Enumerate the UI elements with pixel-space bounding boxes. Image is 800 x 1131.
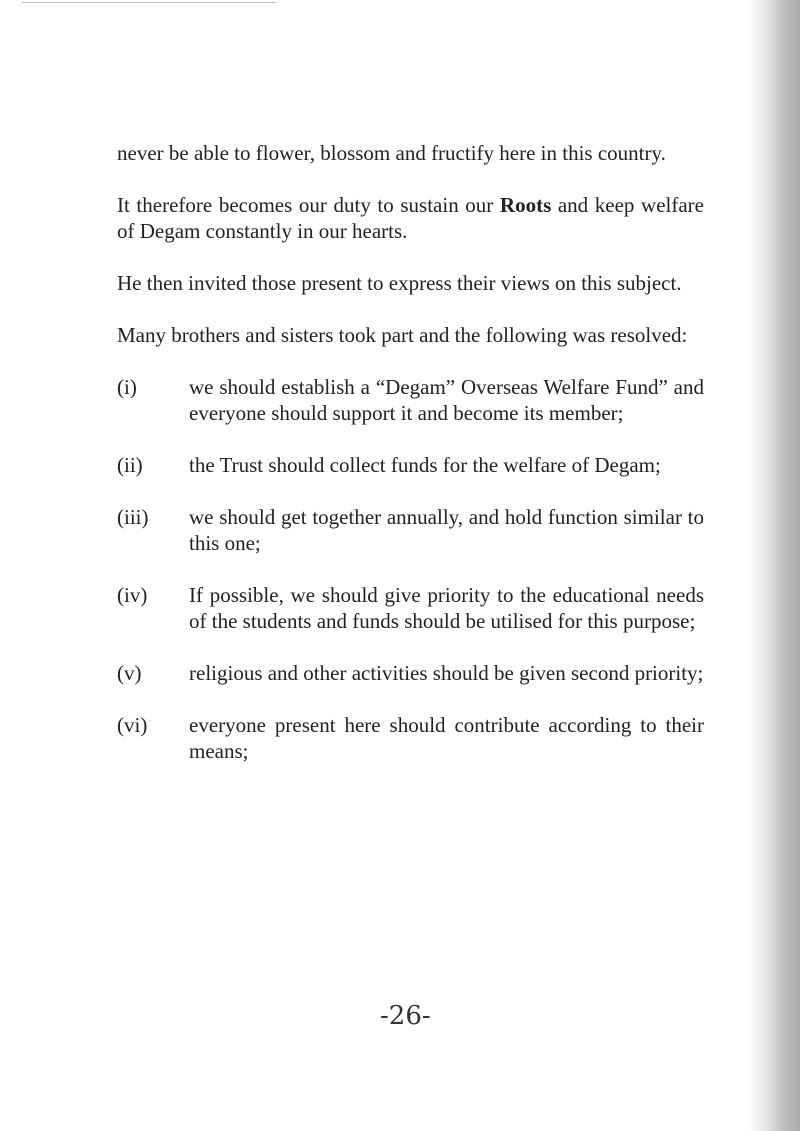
item-number: (ii) [117,453,143,477]
paragraph-3: He then invited those present to express their views on this subject. [117,271,682,295]
item-text: If possible, we should give priority to the educational needs of the students and funds should be utilised for this purpose; [189,583,704,633]
item-number: (v) [117,661,142,685]
list-item [117,452,704,478]
paragraph-4: Many brothers and sisters took part and the following was resolved: [117,323,688,347]
paragraph-2-after: and keep welfare of Degam constantly in our hearts. [117,193,704,243]
item-number: (vi) [117,713,148,737]
item-text: everyone present here should contribute according to their means; [189,713,704,763]
document-page [117,140,704,790]
item-number: (iv) [117,583,148,607]
list-item [117,374,704,426]
paragraph-2-before: It therefore becomes our duty to sustain our [117,193,500,217]
top-rule [22,2,277,3]
list-item [117,712,704,764]
paragraph-2 [117,192,704,244]
item-text: we should establish a “Degam” Overseas Welfare Fund” and everyone should support it and become its member; [189,375,704,425]
list-item [117,582,704,634]
item-text: religious and other activities should be given second priority; [189,661,704,685]
paragraph-1: never be able to flower, blossom and fructify here in this country. [117,141,666,165]
item-text: the Trust should collect funds for the welfare of Degam; [189,453,661,477]
list-item [117,660,704,686]
list-item [117,504,704,556]
item-number: (i) [117,375,137,399]
page-number: -26- [380,1001,431,1031]
item-number: (iii) [117,505,149,529]
resolution-list [117,374,704,764]
binding-shadow [748,0,800,1131]
item-text: we should get together annually, and hold function similar to this one; [189,505,704,555]
roots-bold: Roots [499,193,552,217]
